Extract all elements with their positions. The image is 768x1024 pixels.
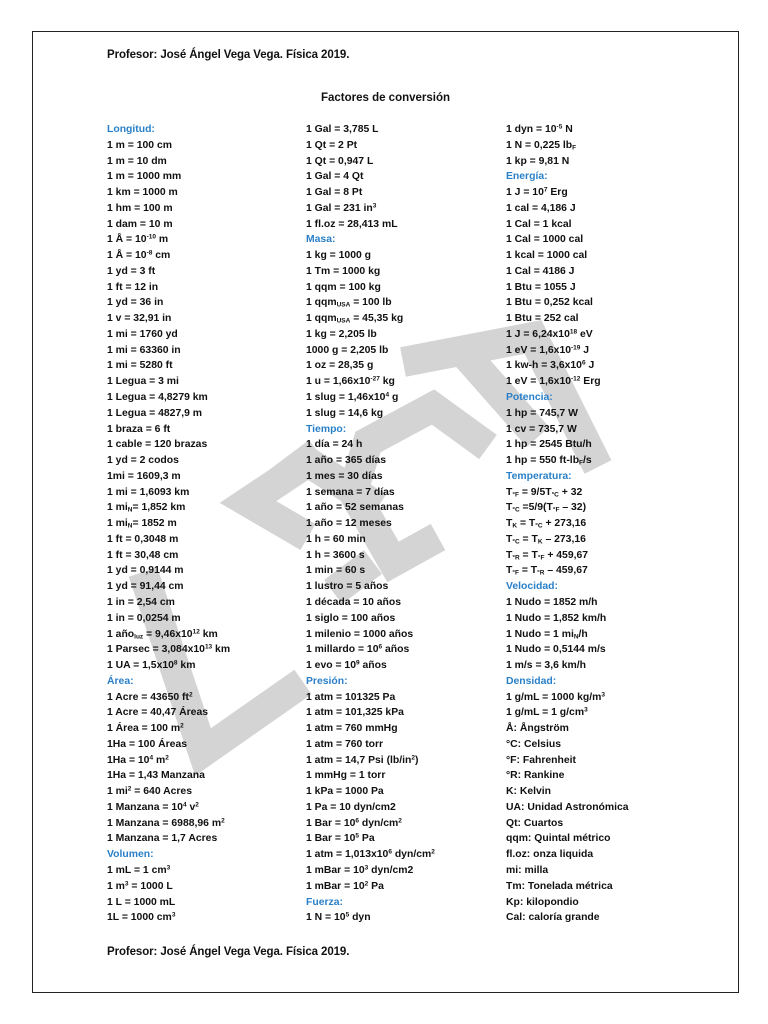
conversion-row: $T_{^\circ C} = T_K - 273,16$ <box>506 533 586 546</box>
conversion-row: 1 ft = 12 in <box>107 281 159 293</box>
conversion-row: 1 mi = 5280 ft <box>107 360 173 372</box>
conversion-row: $T_{^\circ C} =5/9(T_{^\circ F} - 32)$ <box>506 502 587 514</box>
conversion-row: 1 $J = 6,24x10^{18}$ eV <box>506 328 593 340</box>
document-page <box>32 31 739 993</box>
conversion-row: 1 año = 52 semanas <box>306 502 404 514</box>
conversion-row: 1 $Parsec = 3,084x10^{13}$ km <box>107 643 231 656</box>
conversion-row: 1 L = 1000 mL <box>107 896 176 908</box>
conversion-row: 1 cal = 4,186 J <box>506 202 576 214</box>
conversion-row: 1 ft = 0,3048 m <box>107 533 179 545</box>
conversion-row: $T_K = T_{^\circ C} + 273,16$ <box>506 518 587 530</box>
conversion-row: 1 mes = 30 días <box>306 470 383 482</box>
conversion-row: 1 kg = 2,205 lb <box>306 328 377 340</box>
conversion-row: 1 h = 60 min <box>306 533 366 545</box>
conversion-row: Å: Ångström <box>506 723 569 735</box>
conversion-row: 1 Bar = $10^5$ Pa <box>306 832 375 845</box>
conversion-row: 1 Nudo = 1852 m/h <box>506 596 598 608</box>
conversion-row: $T_{^\circ F} = 9/5T_{^\circ C} + 32$ <box>506 486 583 498</box>
conversion-row: 1 década = 10 años <box>306 596 402 608</box>
conversion-row: 1 mi = 1,6093 km <box>107 486 190 498</box>
conversion-row: 1 m = 100 cm <box>107 139 172 151</box>
conversion-row: 1 año = 12 meses <box>306 518 392 530</box>
conversion-row: 1 Cal = 4186 J <box>506 265 575 277</box>
conversion-row: °C: Celsius <box>506 738 561 750</box>
conversion-row: 1 Acre = 40,47 Áreas <box>107 707 208 719</box>
conversion-row: 1 Legua = 3 mi <box>107 376 179 388</box>
conversion-row: 1 kcal = 1000 cal <box>506 250 588 262</box>
conversion-row: 1 dam = 10 m <box>107 218 173 230</box>
conversion-row: 1 qqm$_{USA}$ = 100 lb <box>306 297 392 309</box>
section-heading: Potencia: <box>506 392 553 404</box>
conversion-row: 1 Manzana = $10^4$ $v^2$ <box>107 801 199 813</box>
conversion-row: 1 Btu = 0,252 kcal <box>506 297 593 309</box>
conversion-column-3 <box>506 122 629 926</box>
conversion-row: $1Ha = 10^4$ $m^2$ <box>107 754 169 766</box>
conversion-row: 1 Gal = 4 Qt <box>306 171 364 183</box>
conversion-row: 1 Manzana = 1,7 Acres <box>107 833 218 845</box>
conversion-row: 1 $mi^2 = 640$ Acres <box>107 785 192 798</box>
conversion-row: 1 eV = $1,6x10^{-19}$ J <box>506 344 590 356</box>
section-heading: Presión: <box>306 675 348 687</box>
conversion-row: 1 mBar = $10^2$ Pa <box>306 880 384 892</box>
conversion-row: Qt: Cuartos <box>506 817 564 829</box>
conversion-row: 1 Tm = 1000 kg <box>306 265 381 277</box>
section-heading: Velocidad: <box>506 581 558 593</box>
conversion-row: 1000 g = 2,205 lb <box>306 344 389 356</box>
conversion-row: 1 fl.oz = 28,413 mL <box>306 218 398 230</box>
conversion-row: 1 g/mL = 1 $g/cm^3$ <box>506 706 588 719</box>
conversion-row: 1 dyn = $10^{-5}$ N <box>506 123 573 135</box>
conversion-row: 1 año$_{luz}$ = $9,46x10^{12}$ km <box>107 627 218 640</box>
conversion-row: 1 milenio = 1000 años <box>306 628 414 640</box>
conversion-row: 1 qqm$_{USA}$ = 45,35 kg <box>306 313 404 325</box>
conversion-row: 1mi = 1609,3 m <box>107 470 181 482</box>
section-heading: Volumen: <box>107 849 154 861</box>
conversion-row: 1 atm = 101325 Pa <box>306 691 396 703</box>
conversion-row: 1 semana = 7 días <box>306 486 395 498</box>
conversion-row: 1 Å = $10^{-8}$ cm <box>107 249 171 262</box>
page-title: Factores de conversión <box>320 92 451 104</box>
conversion-row: 1 Legua = 4827,9 m <box>107 407 203 419</box>
conversion-row: 1 atm = $1,013x10^6$ dyn/$cm^2$ <box>306 848 435 861</box>
conversion-row: 1 hp = 745,7 W <box>506 407 578 419</box>
conversion-row: 1 año = 365 días <box>306 455 386 467</box>
conversion-row: 1 qqm = 100 kg <box>306 281 381 293</box>
conversion-row: 1 m/s = 3,6 km/h <box>506 660 586 672</box>
conversion-row: 1 v = 32,91 in <box>107 313 172 325</box>
conversion-row: 1 Cal = 1 kcal <box>506 218 572 230</box>
conversion-row: 1Ha = 1,43 Manzana <box>107 770 205 782</box>
conversion-row: 1L = 1000 $cm^3$ <box>107 911 176 924</box>
conversion-row: 1 cv = 735,7 W <box>506 423 577 435</box>
conversion-column-1 <box>107 122 230 926</box>
conversion-row: 1 hp = 550 $ft-lb_F/s$ <box>506 455 592 467</box>
conversion-row: 1 yd = 0,9144 m <box>107 565 184 577</box>
conversion-row: 1 cable = 120 brazas <box>107 439 208 451</box>
section-heading: Densidad: <box>506 675 557 687</box>
conversion-row: 1 mi = 1760 yd <box>107 328 178 340</box>
conversion-row: 1 braza = 6 ft <box>107 423 171 435</box>
conversion-row: 1 km = 1000 m <box>107 187 178 199</box>
conversion-row: Kp: kilopondio <box>506 896 579 908</box>
conversion-row: 1 $N = 10^5$ dyn <box>306 911 371 924</box>
conversion-row: UA: Unidad Astronómica <box>506 801 629 813</box>
conversion-row: 1 hm = 100 m <box>107 202 173 214</box>
conversion-row: Cal: caloría grande <box>506 912 600 924</box>
section-heading: Fuerza: <box>306 896 343 908</box>
conversion-row: 1 yd = 2 codos <box>107 455 179 467</box>
conversion-row: 1 Btu = 252 cal <box>506 313 579 325</box>
conversion-row: 1 $m^3 = 1000$ L <box>107 880 173 892</box>
conversion-column-2 <box>306 122 435 926</box>
conversion-row: 1 $mi_N= 1852$ m <box>107 518 177 530</box>
conversion-row: 1 millardo = $10^6$ años <box>306 643 410 656</box>
conversion-row: 1 Å = $10^{-10}$ m <box>107 233 169 246</box>
conversion-row: K: Kelvin <box>506 786 552 798</box>
conversion-row: 1 Pa = 10 dyn/cm2 <box>306 801 396 813</box>
section-heading: Energía: <box>506 171 548 183</box>
conversion-row: 1 g/mL = 1000 $kg/m^3$ <box>506 691 606 703</box>
conversion-row: 1 UA = $1,5x10^8$ km <box>107 659 196 672</box>
conversion-row: 1 lustro = 5 años <box>306 581 389 593</box>
conversion-row: °R: Rankine <box>506 770 565 782</box>
conversion-row: 1 atm = 760 mmHg <box>306 723 398 735</box>
section-heading: Masa: <box>306 234 336 246</box>
conversion-row: 1 siglo = 100 años <box>306 612 396 624</box>
conversion-row: 1 atm = 101,325 kPa <box>306 707 404 719</box>
conversion-row: 1 ft = 30,48 cm <box>107 549 179 561</box>
conversion-row: 1 Gal = 231 $in^3$ <box>306 202 377 214</box>
section-heading: Área: <box>107 675 134 687</box>
conversion-row: 1 atm = 14,7 Psi $(lb/in^2)$ <box>306 754 419 766</box>
conversion-row: 1 evo = $10^9$ años <box>306 659 387 672</box>
conversion-row: 1 atm = 760 torr <box>306 738 384 750</box>
section-heading: Temperatura: <box>506 470 572 482</box>
conversion-row: $T_{^\circ F} = T_{^\circ R} - 459,67$ <box>506 565 588 577</box>
conversion-row: °F: Fahrenheit <box>506 754 576 766</box>
conversion-row: 1 oz = 28,35 g <box>306 360 374 372</box>
section-heading: Tiempo: <box>306 423 347 435</box>
conversion-row: 1 m = 10 dm <box>107 155 167 167</box>
conversion-row: 1 N = 0,225 $lb_F$ <box>506 139 577 152</box>
conversion-row: 1 Área = 100 $m^2$ <box>107 722 184 735</box>
section-heading: Longitud: <box>107 124 155 135</box>
conversion-row: 1 yd = 91,44 cm <box>107 581 184 593</box>
conversion-row: 1 Gal = 3,785 L <box>306 124 379 135</box>
conversion-row: 1 min = 60 s <box>306 565 366 577</box>
conversion-row: 1 $mi_N= 1,852$ km <box>107 502 186 514</box>
conversion-row: Tm: Tonelada métrica <box>506 880 613 892</box>
conversion-row: 1 yd = 3 ft <box>107 265 156 277</box>
conversion-row: 1 m = 1000 mm <box>107 171 182 183</box>
conversion-row: 1 mL = 1 $cm^3$ <box>107 864 171 876</box>
conversion-row: 1 Qt = 0,947 L <box>306 155 374 167</box>
conversion-row: 1 hp = 2545 Btu/h <box>506 439 592 451</box>
conversion-row: 1 Cal = 1000 cal <box>506 234 584 246</box>
conversion-row: $T_{^\circ R} = T_{^\circ F} + 459,67$ <box>506 549 589 561</box>
conversion-row: 1 in = 2,54 cm <box>107 596 175 608</box>
footer-author: Profesor: José Ángel Vega Vega. Física 2019. <box>107 946 350 958</box>
conversion-row: 1 slug = 14,6 kg <box>306 407 384 419</box>
conversion-row: mi: milla <box>506 864 549 876</box>
conversion-row: 1 eV = $1,6x10^{-12}$ Erg <box>506 375 601 388</box>
conversion-row: 1 día = 24 h <box>306 439 363 451</box>
conversion-row: 1 mmHg = 1 torr <box>306 770 386 782</box>
conversion-row: 1 slug = $1,46x10^4$ g <box>306 391 399 404</box>
conversion-row: 1 $u = 1,66x10^{-27}$ kg <box>306 375 395 388</box>
conversion-row: 1 Legua = 4,8279 km <box>107 392 208 404</box>
header-author: Profesor: José Ángel Vega Vega. Física 2019. <box>107 49 350 61</box>
conversion-row: 1Ha = 100 Áreas <box>107 738 188 750</box>
conversion-row: 1 Nudo = 1 $mi_N/h$ <box>506 628 588 640</box>
conversion-row: 1 $J = 10^7$ Erg <box>506 186 568 199</box>
conversion-row: 1 Manzana = 6988,96 $m^2$ <box>107 817 225 829</box>
conversion-row: 1 h = 3600 s <box>306 549 365 561</box>
conversion-row: 1 yd = 36 in <box>107 297 164 309</box>
conversion-row: 1 Bar = $10^6$ dyn/$cm^2$ <box>306 817 402 829</box>
conversion-row: 1 mi = 63360 in <box>107 344 181 356</box>
conversion-row: 1 mBar = $10^3$ dyn/cm2 <box>306 864 414 876</box>
conversion-row: fl.oz: onza liquida <box>506 849 594 861</box>
conversion-row: 1 Nudo = 1,852 km/h <box>506 612 607 624</box>
conversion-row: 1 Btu = 1055 J <box>506 281 576 293</box>
conversion-row: 1 Nudo = 0,5144 m/s <box>506 644 606 656</box>
conversion-row: 1 Acre = 43650 $ft^2$ <box>107 691 193 703</box>
conversion-row: 1 kp = 9,81 N <box>506 155 570 167</box>
conversion-row: 1 Qt = 2 Pt <box>306 139 358 151</box>
conversion-row: 1 in = 0,0254 m <box>107 612 181 624</box>
conversion-row: qqm: Quintal métrico <box>506 833 611 845</box>
conversion-row: 1 kg = 1000 g <box>306 250 371 262</box>
conversion-row: 1 $kw-h = 3,6x10^6$ J <box>506 359 595 372</box>
conversion-row: 1 Gal = 8 Pt <box>306 187 363 199</box>
conversion-row: 1 kPa = 1000 Pa <box>306 786 384 798</box>
